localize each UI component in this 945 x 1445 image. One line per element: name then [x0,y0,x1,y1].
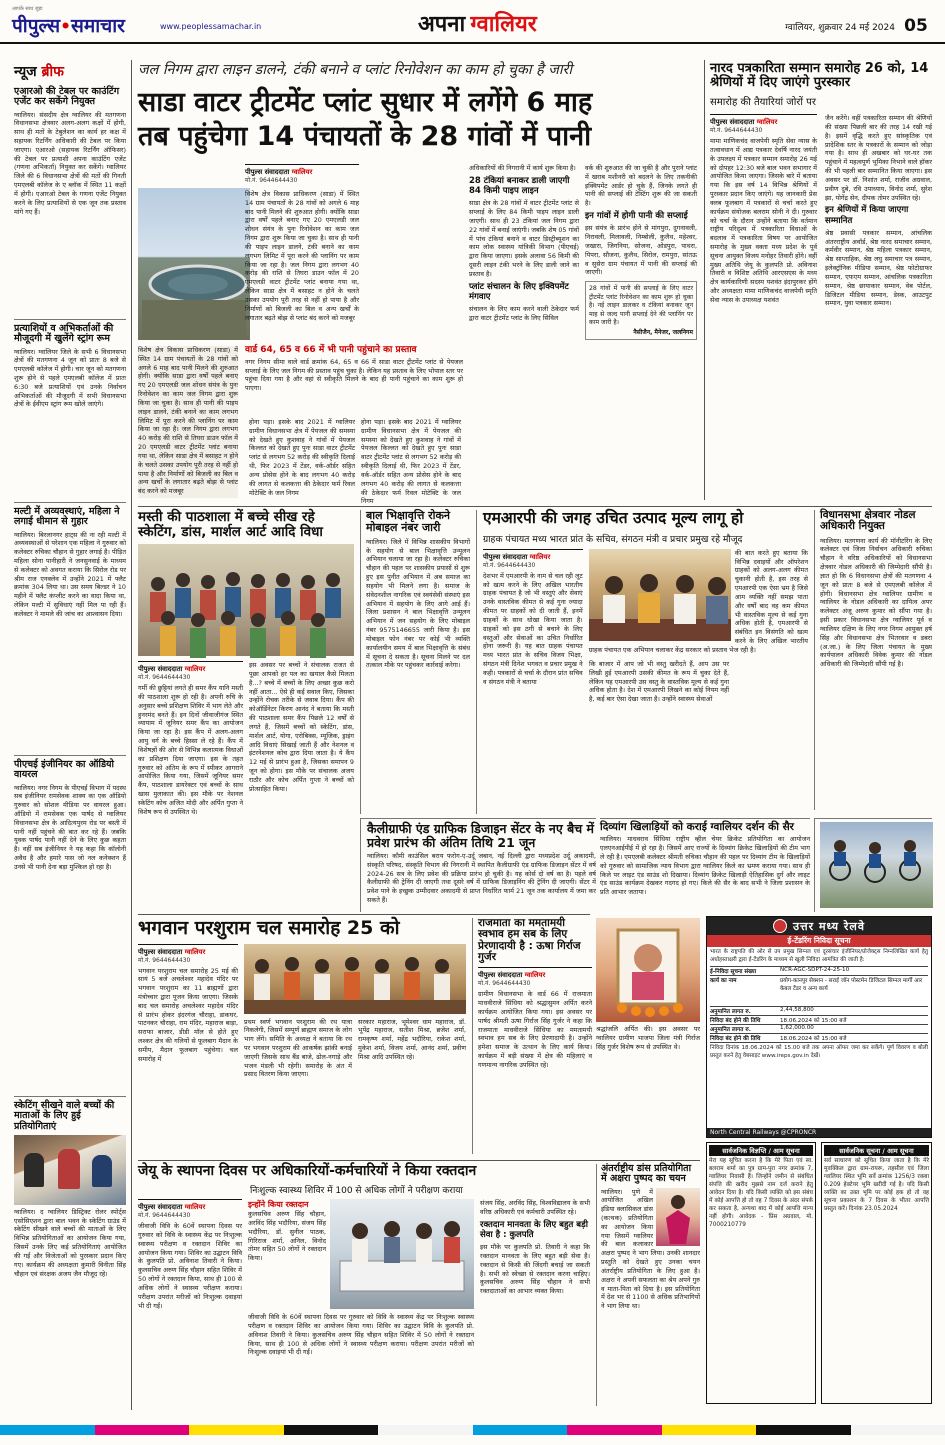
masti-col2: इस अवसर पर बच्चों ने संचालक राजत से पूछा आपको हर पल का खयाल कैसे मिलता है...? बच्चे में बच्चों के लिए अच्छा कुछ करो नहीं आता... ऐसे ही कई सवाल किए, जिसका उन्होंने रोचक तरीके से जवाब दिया। कैंप की कोऑर्डिनेटर किरण आनंद ने बताया कि मस्ती की पाठशाला समर कैंप पिछले 12 वर्षों से लगते हैं, जिसमें बच्चों को स्केटिंग, डांस, मार्शल आर्ट, योगा, एरोबिक्स, म्यूजिक, ड्राइंग आदि विधाएं सिखाई जाती हैं और नेशनल व इंटरनेशनल कोच द्वारा दिया जाता है। ये कैंप 12 मई से प्रारंभ हुआ है, जिसका समापन 9 जून को होगा। इस मौके पर संचालक अजय राठौर और कोच अर्पित गुप्ता ने बच्चों को प्रोत्साहित किया। [249,661,354,793]
narad-body: मामा माणिकचंद वाजपेयी स्मृति सेवा न्यास के तत्वावधान में आद्य पत्रकार देवर्षि नारद जयंती के उपलक्ष्य में पत्रकार सम्मान समारोह 26 मई को दोपहर 12:30 बजे बाल भवन सभागार में आयोजित किया जाएगा। जिसके बारे में बताया गया कि इस वर्ष 14 विभिन्न श्रेणियों में पुरस्कार प्रदान किए जाएंगे। यह जानकारी प्रेस क्लब फूलबाग में पत्रकारों से चर्चा करते हुए कार्यक्रम संयोजक बलराम सोनी ने दी। गुरुवार को चर्चा के दौरान उन्होंने बताया कि वर्तमान राष्ट्रीय परिदृश्य में पत्रकारिता विधाओं के बदलाव में पत्रकारिता विषय पर आयोजित समारोह के मुख्य वक्ता मध्य प्रदेश के पूर्व सूचना आयुक्त विजय मनोहर तिवारी होंगे। वहीं मुख्य अतिथि जेयू के कुलपति प्रो. अविनाश तिवारी व विशिष्ट अतिथि आरएसएस के मध्य क्षेत्र कार्यकारिणी सदस्य यशवंत इंदापुरकर होंगे और अध्यक्षता मामा माणिकचंद वाजपेयी स्मृति सेवा न्यास के उपाध्यक्ष यशवंत [710,137,817,304]
calligraphy-story [360,818,596,912]
byline-phone: मो.नं. 9644644430 [138,1212,191,1220]
masthead [0,0,945,44]
railway-row-key: कार्य का नाम [710,978,737,985]
lead-column-1b: विशेष क्षेत्र विकास प्राधिकरण (साडा) में स्थित 14 ग्राम पंचायतों के 28 गांवों को अगले 6 माह बाद पानी मिलने की शुरुआत होगी। क्योंकि साडा द्वारा वर्षों पहले बनाए गए 20 एमएलडी जल शोधन संयंत्र के पुनः रिनोवेशन का काम जल निगम द्वारा शुरू किया जा चुका है। साथ ही पानी की पाइप लाइन डालने, टंकी बनाने का काम लगभग लिमिट में पूरा करने की प्लानिंग पर काम किया जा रहा है। जल निगम द्वारा लगभग 40 करोड़ की राशि से तिघरा डाउन फॉल में 20 एमएलडी वाटर ट्रीटमेंट प्लांट बनाया गया था, लेकिन साडा क्षेत्र में बसाहट न होने के चलते उसका उपयोग पूरी तरह से नहीं हो पाया है और निर्माणों को बिजली का बिल व अन्य खर्चों के लगातार बढ़ते बोझ से प्लांट बंद करने को मजबूर [138,346,238,496]
jeu-story [138,1164,590,1406]
railway-row-value: 2,44,58,800 [780,1007,814,1014]
rajmata-body: ग्रामीण विधानसभा के वार्ड 66 में राजमाता माधवीराजे सिंधिया को श्रद्धासुमन अर्पित करने कार्यक्रम आयोजित किया गया। इस अवसर पर पार्षद श्रीमती ऊषा गिर्राज सिंह गुर्जर ने कहा कि राजमाता माधवीराजे सिंधिया का ममतामयी स्वभाव हम सब के लिए प्रेरणादायी है। उन्होंने हमेशा समाज के उत्थान के लिए कार्य किया। कार्यक्रम में बड़ी संख्या में क्षेत्र की महिलाएं व गणमान्य नागरिक उपस्थित रहे। [478,990,592,1069]
calligraphy-body: ग्वालियर। कौमी काउंसिल बराय फरोग-ए-उर्दू जबान, नई दिल्ली द्वारा मध्यप्रदेश उर्दू अकादमी, संस्कृति परिषद, संस्कृति विभाग की निगरानी में स्थापित कैलीग्राफी एंड ग्राफिक डिजाइन सेंटर में वर्ष 2024-26 सत्र के लिए प्रवेश की प्रक्रिया प्रारंभ हो चुकी है। यह कोर्स दो वर्ष का है। पहले वर्ष कैलीग्राफी की ट्रेनिंग दी जाएगी तथा दूसरे वर्ष में ग्राफिक डिजाइनिंग की ट्रेनिंग दी जाएगी। सेंटर में प्रवेश पाने के इच्छुक उम्मीदवार अकादमी से प्राप्त निर्धारित फार्म 21 जून तक कार्यालय में जमा कर सकते हैं। [367,852,596,905]
lead-column-3 [469,164,579,500]
brief-item [14,87,126,319]
byline-place: ग्वालियर [184,947,206,956]
brief-title: एआरओ की टेबल पर काउंटिंग एजेंट कर सकेंगे नियुक्त [14,86,120,108]
jeu-donors: कुलसचिव अरुण सिंह चौहान, अरविंद सिंह भदौरिया, संजय सिंह भदौरिया, डॉ. सुनील पाठक, गिरिराज शर्मा, अनिल, विनोद तोमर सहित 50 लोगों ने रक्तदान किया। [248,1210,326,1263]
narad-headline: नारद पत्रकारिता सम्मान समारोह 26 को, 14 श्रेणियों में दिए जाएंगे पुरस्कार [710,61,929,91]
brief-title: प्रत्याशियों व अभिकर्ताओं की मौजूदगी में खुलेंगे स्ट्रांग रूम [14,323,114,345]
byline-phone: मो.नं. 9644644430 [710,127,763,135]
byline [245,164,359,184]
lead-intro: विशेष क्षेत्र विकास प्राधिकरण (साडा) में स्थित 14 ग्राम पंचायतों के 28 गांवों को अगले 6 माह बाद पानी मिलने की शुरुआत होगी। क्योंकि साडा द्वारा वर्षों पहले बनाए गए 20 एमएलडी जल शोधन संयंत्र के पुनः रिनोवेशन का काम जल निगम द्वारा शुरू किया जा चुका है। साथ ही पानी की पाइप लाइन डालने, टंकी बनाने का काम लगभग लिमिट में पूरा करने की प्लानिंग पर काम किया जा रहा है। जल निगम द्वारा लगभग 40 करोड़ की राशि से तिघरा डाउन फॉल में 20 एमएलडी वाटर ट्रीटमेंट प्लांट बनाया गया था, लेकिन साडा क्षेत्र में बसाहट न होने के चलते उसका उपयोग पूरी तरह से नहीं हो पाया है और निर्माणों को बिजली का बिल व अन्य खर्चों के लगातार बढ़ते बोझ से प्लांट बंद करने को मजबूर [245,190,359,322]
narad-col2b: श्रेष्ठ प्रवासी पत्रकार सम्मान, आंचलिक अंतरराष्ट्रीय अवॉर्ड, श्रेष्ठ नारद समाचार सम्मान, कर्मवीर सम्मान, श्रेष्ठ महिला पत्रकार सम्मान, श्रेष्ठ साप्ताहिक, श्रेष्ठ लघु समाचार पत्र सम्मान, इलेक्ट्रॉनिक मीडिया सम्मान, श्रेष्ठ फोटोग्राफर सम्मान, एफएम सम्मान, आंचलिक पत्रकारिता सम्मान, श्रेष्ठ छायाकार सम्मान, वेब पोर्टल, डिजिटल मीडिया सम्मान, डेस्क, आउटपुट सम्मान, युवा पत्रकार सम्मान। [825,228,932,308]
lead-headline-line-2: तब पहुंचेगा 14 पंचायतों के 28 गांवों में पानी [138,121,592,152]
jeu-subhead: निःशुल्क स्वास्थ्य शिविर में 100 से अधिक लोगों ने परीक्षण कराया [250,1186,463,1197]
byline-phone: मो.नं. 9644644430 [478,980,531,988]
skating-photo [14,1135,126,1205]
notice-right-body: सर्व साधारण को सूचित किया जाता है कि मेरे मुवक्किल द्वारा ग्राम-रायरू, तहसील एवं जिला ग्वालियर स्थित भूमि सर्वे क्रमांक 1256/3 रकबा 0.209 हेक्टेयर भूमि खरीदी गई है। यदि किसी व्यक्ति का उक्त भूमि पर कोई हक हो तो वह सूचना प्रकाशन के 7 दिवस के भीतर आपत्ति प्रस्तुत करें। दिनांक 23.05.2024 [824,1158,929,1212]
byline-place: ग्वालियर [184,665,206,674]
jeu-donor-list-cont: जीवाजी विवि के 60वें स्थापना दिवस पर गुरुवार को विवि के स्वास्थ्य केंद्र पर निःशुल्क स्वास्थ्य परीक्षण व रक्तदान शिविर का आयोजन किया गया। शिविर का उद्घाटन विवि के कुलपति प्रो. अविनाश तिवारी ने किया। कुलसचिव अरुण सिंह चौहान सहित शिविर में 50 लोगों ने रक्तदान किया, साथ ही 100 से अधिक लोगों ने स्वास्थ्य परीक्षण कराया। परीक्षण उपरांत मरीजों को निःशुल्क दवाइयां भी दी गईं। [248,1313,474,1357]
brief-item [14,319,126,502]
appoint-headline: विधानसभा क्षेत्रवार नोडल अधिकारी नियुक्त [820,509,916,533]
byline-phone: मो.नं. 9644644430 [483,561,536,569]
byline-reporter: पीपुल्स संवाददाता [138,1203,183,1212]
lead-subhead-equipment: प्लांट संचालन के लिए इक्विपमेंट मंगवाए [469,281,569,302]
rajmata-tribute [596,918,700,1154]
byline-place: ग्वालियर [524,971,546,980]
lead-column-4 [585,164,697,500]
tribute-illustration [596,918,700,1022]
lead-kicker: जल निगम द्वारा लाइन डालने, टंकी बनाने व प्लांट रिनोवेशन का काम हो चुका है जारी [138,62,573,78]
mrp-press-photo [589,549,731,641]
jeu-headline: जेयू के स्थापना दिवस पर अधिकारियों-कर्मचारियों ने किया रक्तदान [138,1163,477,1179]
byline-reporter: पीपुल्स संवाददाता [138,947,183,956]
dance-headline: अंतर्राष्ट्रीय डांस प्रतियोगिता में अक्षरा पुष्पद का चयन [601,1163,692,1185]
byline-place: ग्वालियर [291,168,313,176]
railway-table [707,966,931,1043]
lead-subhead-pipeline: 28 टंकियां बनाकर डाली जाएगी 84 किमी पाइप लाइन [469,175,570,197]
rajmata-photo-caption: श्रद्धांजलि अर्पित की। इस अवसर पर ग्वालियर ग्रामीण भाजपा जिला मंत्री गिर्राज सिंह गुर्जर विशेष रूप से उपस्थित थे। [596,1025,700,1051]
byline-phone: मो.नं. 9644644430 [245,177,298,184]
parshuram-body: भगवान परशुराम चल समारोह 25 मई की सायं 5 बजे अचलेश्वर महादेव मंदिर पर भगवान परशुराम का 11 ब्राह्मणों द्वारा मंत्रोच्चार द्वारा पूजन किया जाएगा। जिसके बाद चल समारोह अचलेश्वर महादेव मंदिर से प्रारंभ होकर इंदरगंज चौराहा, डाकघर, पाटनकर चौराहा, राम मंदिर, महाराज बाड़ा, सराफा बाजार, डीडी मॉल से होते हुए लश्कर क्षेत्र की गलियों से फूलबाग मैदान के समीप, मैदान फूलबाग पहुंचेगा। चल समारोह में [138,966,238,1063]
news-brief-column [14,62,126,1407]
meeting-illustration [244,944,466,1014]
railway-row-value: NCR-AGC-SDPT-24-25-10 [780,967,850,974]
railway-row-key: निविदा बंद होने की तिथि [710,1036,761,1043]
narad-col2: जैन करेंगे। वहीं पत्रकारिता सम्मान की श्रेणियों की संख्या पिछली बार की तरह 14 रखी गई है। इसमें वृद्धि करते हुए सांस्कृतिक एवं प्रादेशिक स्तर के पत्रकारों के सम्मान को जोड़ा गया है। साथ ही अखबार को घर-घर तक पहुंचाने में महत्वपूर्ण भूमिका निभाने वाले हॉकर की भी पहली बार सम्मानित किया जाएगा। इस अवसर पर डॉ. निशांत शर्मा, राजीव अग्रवाल, प्रवीण दुबे, रवि उपाध्याय, विनोद शर्मा, सुरेश झा, योगेंद्र सेन, दीपक तोमर उपस्थित रहे। [825,114,932,202]
appoint-body: ग्वालियर। मतगणना कार्य की मॉनीटरिंग के लिए कलेक्टर एवं जिला निर्वाचन अधिकारी रुचिका चौहान ने वरिष्ठ अधिकारियों को विधानसभा क्षेत्रवार नोडल अधिकारी की जिम्मेदारी सौंपी है। ज्ञात हो कि 6 विधानसभा क्षेत्रों की मतगणना 4 जून को प्रातः 8 बजे से एमएलबी कॉलेज में होगी। विधानसभा क्षेत्र ग्वालियर ग्रामीण व ग्वालियर के नोडल अधिकारी का दायित्व अपर कलेक्टर अंजू अरुण कुमार को सौंपा गया है। इसी प्रकार विधानसभा क्षेत्र ग्वालियर पूर्व व ग्वालियर दक्षिण के लिए नगर निगम आयुक्त हर्ष सिंह और विधानसभा क्षेत्र भितरवार व डबरा (अ.जा.) के लिए जिला पंचायत के मुख्य कार्यपालन अधिकारी विवेक कुमार की नोडल अधिकारी की जिम्मेदारी सौंपी गई है। [820,536,932,669]
byline [478,967,592,987]
mrp-headline: एमआरपी की जगह उचित उत्पाद मूल्य लागू हो [483,509,744,527]
rajmata-headline: राजमाता का ममतामयी स्वभाव हम सब के लिए प्रेरणादायी है : ऊषा गिर्राज गुर्जर [478,917,581,963]
dancer-illustration [656,1188,700,1246]
lead-photo-caption-label: वार्ड 64, 65 व 66 में भी पानी पहुंचाने का प्रस्ताव [245,345,417,355]
jeu-col3b: इस मौके पर कुलपति प्रो. तिवारी ने कहा कि रक्तदान मानवता के लिए बहुत बड़ी सेवा है। रक्तदान से किसी की जिंदगी बचाई जा सकती है। सभी को स्वेच्छा से रक्तदान करना चाहिए। कुलसचिव अरुण सिंह चौहान ने सभी रक्तदाताओं का आभार व्यक्त किया। [480,1243,590,1296]
railway-row-value: 18.06.2024 को 15:00 बजे [780,1036,847,1043]
lead-quote-text: 28 गांवों में पानी की सप्लाई के लिए वाटर ट्रीटमेंट प्लांट रिनोवेशन का काम शुरू हो चुका है। नई लाइन डालकर व टंकियां बनाकर जून माह से जल्द पानी सप्लाई देने की प्लानिंग पर काम जारी है। [589,285,693,327]
lead-col4b-text: इस संयंत्र के प्रारंभ होने से मांगपुरा, दुगनावली, निरावली, मिलावली, निम्बोली, कुलैथ, महेश्वर, जखारा, जिगनिया, सोजना, ओडपुरा, पाथरा, पिपरा, सौजना, कुलैथ, सिरोल, रामपुरा, सांतऊ व सुसेरा ग्राम पंचायत में पानी की सप्लाई की जाएगी। [585,224,697,277]
brief-title: मल्टी में अव्यवस्थाएं, महिला ने लगाई धीमान से गुहार [14,506,120,528]
masti-story [138,510,354,912]
byline [483,549,583,569]
byline-place: ग्वालियर [756,118,778,127]
press-conference-illustration [589,549,731,641]
narad-subhead: समारोह की तैयारियां जोरों पर [710,97,816,109]
parshuram-story [138,918,466,1154]
page-number: 05 [904,16,928,36]
lead-quote-by: नैसीजैन, मैनेजर, जलनिगम [633,329,693,337]
appoint-story [814,510,932,810]
parshuram-col3: सरकार महाराज, भूमेश्वर धाम महाराज, डॉ. भूपेंद्र महाराज, सतीश मिश्रा, ब्रजेश शर्मा, रामकृष्ण शर्मा, महेंद्र भदौरिया, राकेश शर्मा, मुकेश शर्मा, विजय शर्मा, आनंद शर्मा, प्रवीण मिश्रा आदि उपस्थित रहे। [358,1017,466,1061]
news-brief-label [14,62,126,81]
narad-subhead-categories: इन श्रेणियों में किया जाएगा सम्मानित [825,205,909,226]
railway-logo-icon [773,919,787,933]
railway-title: उत्तर मध्य रेलवे [793,919,865,933]
summer-camp-illustration [138,544,354,656]
masti-body: गर्मी की छुट्टियां लगते ही समर कैंप यानि मस्ती की पाठशाला शुरू हो रही है। अपनी रुचि के अनुसार बच्चे प्रशिक्षण शिविर में भाग लेते और हुनरमंद बनते हैं। इन दिनों जीवाजीगंज स्थित व्यायाम में जूनियर समर कैंप का आयोजन किया जा रहा है। इस कैंप में अलग-अलग आयु वर्ग के बच्चे हिस्सा ले रहे हैं। कैंप में विशेषज्ञों की ओर से विभिन्न कलात्मक विधाओं का प्रशिक्षण दिया जाएगा। इस के तहत गुरुवार को अंतिम के रूप में स्पीकर आगराने आयोजित किया गया, जिसमें जूनियर समर कैंप, पाठशाला डायरेक्टर एवं बच्चों के साथ खास मुलाकात की। इस मौके पर नेशनल स्केटिंग कोच अजित मोदी और अर्पित गुप्ता ने विशेष रूप से उपस्थित थे। [138,684,243,816]
notice-left-title: सार्वजनिक विज्ञप्ति / आम सूचना [709,1145,813,1156]
baal-body: ग्वालियर। जिले में विभिन्न शासकीय विभागों के सहयोग से बाल भिक्षावृत्ति उन्मूलन अभियान चलाया जा रहा है। कलेक्टर रुचिका चौहान की पहल पर शासकीय प्रयासों से शुरू हुए इस पुनीत अभियान में अब समाज का सहयोग भी मिलने लगा है। समाज के संवेदनशील नागरिक एवं स्वयंसेवी संस्थाएं इस अभियान में सहयोग के लिए आगे आई हैं। जिला प्रशासन ने बाल भिक्षावृत्ति उन्मूलन अभियान में जन सहयोग के लिए मोबाइल नंबर 9575146655 जारी किया है। इस मोबाइल फोन नंबर पर कोई भी व्यक्ति कार्यालयीन समय में बाल भिक्षावृत्ति के संबंध में सूचना दे सकता है। सूचना मिलने पर दल तत्काल मौके पर पहुंचकर कार्रवाई करेगा। [366,537,470,670]
notice-right-title: सार्वजनिक सूचना / आम सूचना [824,1145,929,1156]
parshuram-meeting-photo [244,944,466,1014]
plant-illustration [138,188,250,340]
railway-handle: North Central Railways @CPRONCR [707,1128,931,1137]
lead-col3b-text: साडा क्षेत्र के 28 गांवों में वाटर ट्रीटमेंट प्लांट से सप्लाई के लिए 84 किमी पाइप लाइन डाली जाएगी। साथ ही 23 टंकियां जल निगम द्वारा 22 गांवों में बनाई जाएंगी। जबकि शेष 05 गांवों में पांच टंकियां बनाने व वाटर डिस्ट्रीब्यूशन का काम लोक स्वास्थ्य यांत्रिकी विभाग (पीएचई) द्वारा किया जाएगा। इसके अलावा 56 किमी की दूसरी लाइन टंकी भरने के लिए डाली जाने का प्रस्ताव है। [469,199,579,278]
byline-phone: मो.नं. 9644644430 [138,674,191,682]
railway-row-key: अनुमानित लागत रु. [710,1009,751,1016]
railway-row-value: 18.06.2024 को 15:00 बजे [780,1018,847,1025]
byline-phone: मो.नं. 9644644430 [138,956,191,964]
brief-body: ग्वालियर। संसदीय क्षेत्र ग्वालियर की मतगणना विधानसभा क्षेत्रवार अलग-अलग कक्षों में होगी, साथ ही मतों के टेबुलेशन का कार्य हर कक्ष में सहायक रिटर्निंग अधिकारी की टेबल पर किया जाएगा। एआरओ (सहायक रिटर्निंग ऑफिसर) की टेबल पर प्रत्याशी अपना काउंटिंग एजेंट (गणना अभिकर्ता) नियुक्त कर सकेंगे। ग्वालियर जिले की 6 विधानसभा क्षेत्रों की मतों की गिनती एमएलबी कॉलेज के ए ब्लॉक में स्थित 11 कक्षों में होगी। एआरओ टेबल के गणना एजेंट नियुक्त करने के लिए प्रत्याशियों से एक जून तक प्रस्ताव मांगे गए हैं। [14,110,126,216]
lead-column-3a [361,418,461,506]
byline [710,114,817,134]
mrp-body: देशभर में एमआरपी के नाम से चल रही लूट को खत्म करने के लिए अखिल भारतीय ग्राहक पंचायत है जो भी वस्तुएं और सेवाएं उनके वास्तविक कीमत से कई गुना ज्यादा कीमत पर ग्राहकों को दी जाती हैं, इनमें ग्राहकों के साथ धोखा किया जाता है। ग्राहकों को इस ठगी से बचाने के लिए वस्तुओं और सेवाओं का उचित निर्धारित होना जरूरी है। यह बात ग्राहक पंचायत मध्य भारत प्रांत के सचिव विजय भिक्षा, संगठन मंत्री दिनेश भगवत व प्रचार प्रमुख ने कही। पत्रकारों से चर्चा के दौरान प्रांत सचिव व संगठन मंत्री ने बताया [483,571,583,686]
byline-reporter: पीपुल्स संवाददाता [138,665,183,674]
public-notice-left [706,1142,816,1404]
rajmata-story [472,918,592,1154]
brief-title: पीएचई इंजीनियर का ऑडियो वायरल [14,759,115,781]
news-brief-label-a: न्यूज [14,64,42,80]
brief-item [14,502,126,755]
railway-row-value: 1,62,000.00 [780,1025,814,1032]
wheelchair-cricket-illustration [820,822,933,908]
byline-place: ग्वालियर [184,1203,206,1212]
notice-left-body: मेरा यह सूचित करना है कि मेरे पिता एवं स्व. बलराम शर्मा का पुत्र ग्राम-पुरा नगर क्रमांक 7, ग्वालियर निवासी हैं। जिन्होंने जमीन से संबंधित संपत्ति की खरीद मुझसे नाम दर्ज कराने हेतु आवेदन दिया है। यदि किसी व्यक्ति को इस संबंध में कोई आपत्ति हो तो वह 7 दिवस के अंदर संपर्क कर सकता है, अन्यथा बाद में कोई आपत्ति मान्य नहीं होगी। आवेदक - प्रिंस अग्रवाल, मो. 7000210779 [709,1158,813,1228]
railway-row-value: प्रयोग-कानपुर सेक्शन - सराई जॉन पोस्टमेन डिजिटल सिग्नल मार्गी आर केबल टेंडर व अन्य कार्य [780,978,923,993]
mrp-story [476,510,808,814]
wheelchair-cricket-photo [820,822,933,908]
lead-photo-caption-text: नगर निगम सीमा वाले वार्ड क्रमांक 64, 65 व 66 में साडा वाटर ट्रीटमेंट प्लांट से पेयजल सप्लाई के लिए जल निगम की प्रस्ताव पहुंच चुका है। लेकिन यह प्रस्ताव के लिए भोपाल स्तर पर पहुंचा दिया गया है और वहां से स्वीकृति मिलने के बाद ही पानी पहुंचाने का काम शुरू हो पाएगा। [245,357,463,393]
divyang-body: ग्वालियर। माधवराव सिंधिया राष्ट्रीय व्हील चेयर क्रिकेट प्रतियोगिता का आयोजन एलएनआईपीई में हो रहा है। जिसमें आए राज्यों के दिव्यांग क्रिकेट खिलाड़ियों की टीम भाग ले रही है। एमएलबी कलेक्टर श्रीमती रुचिका चौहान की पहल पर दिव्यांग टीम के खिलाड़ियों को गुरुवार को सामाजिक न्याय विभाग द्वारा ग्वालियर किले का भ्रमण कराया गया। साथ ही किले पर लाइट एंड साउंड शो दिखाया। दिव्यांग क्रिकेट खिलाड़ी ऐतिहासिक दुर्ग और लाइट एंड साउंड कार्यक्रम देखकर गदगद हो गए। किले की सैर के बाद सभी ने जिला प्रशासन के प्रति आभार जताया। [600,835,810,897]
railway-footer: निविदा दिनांक 18.06.2024 को 15.00 बजे तक अपना ऑफर जमा कर सकेंगे। पूर्ण विवरण व बोली प्रस्तुत करने हेतु वेबसाइट www.ireps.gov.in देखें। [710,1045,928,1060]
brief-item [14,755,126,1096]
jeu-col3: संजय सिंह, अरविंद सिंह, विश्वविद्यालय के सभी वरिष्ठ अधिकारी एवं कर्मचारी उपस्थित रहे। [480,1199,590,1216]
byline-reporter: पीपुल्स संवाददाता [245,168,290,176]
baal-story [360,510,470,814]
byline [138,944,238,964]
lead-col3c-text: संचालन के लिए काम करने वाली ठेकेदार फर्म द्वारा वाटर ट्रीटमेंट प्लांट के लिए सिविल [469,305,579,322]
news-brief-label-b: ब्रीफ [41,64,64,80]
masti-headline: मस्ती की पाठशाला में बच्चे सीख रहे स्केटिंग, डांस, मार्शल आर्ट आदि विधा [138,509,323,540]
byline [138,1199,242,1219]
railway-row-key: अनुमानित लागत रु. [710,1027,751,1034]
byline-place: ग्वालियर [529,552,551,561]
railway-row-key: ई-निविदा सूचना संख्या [710,969,757,976]
byline-reporter: पीपुल्स संवाददाता [478,971,523,980]
blood-donation-photo [330,1199,474,1309]
railway-tender [706,916,932,1138]
railway-notice-intro: भारत के राष्ट्रपति की ओर से उप प्रमुख सिग्नल एवं दूरसंचार इंजीनियर/प्रोजेक्ट्स निम्नलिखित कार्य हेतु अधोहस्ताक्षरी द्वारा ई-टेंडरिंग के माध्यम से खुली निविदा आमंत्रित की जाती है: [710,949,928,963]
parshuram-headline: भगवान परशुराम चल समारोह 25 को [138,917,400,939]
byline [138,661,243,681]
lead-col4-text: वर्क की शुरुआत की जा चुकी है और पुराने प्लांट में खराब मशीनरी को बदलने के लिए तकनीकी इक्विपमेंट आर्डर हो चुके हैं, जिनके लगते ही पानी की सप्लाई की टेस्टिंग शुरू की जा सकती है। [585,164,697,208]
logo-text-right: समाचार [71,15,125,37]
blood-donation-illustration [330,1199,474,1309]
logo-text-left: पीपुल्स [12,15,61,37]
divyang-article-block [600,818,810,910]
summer-camp-photo [138,544,354,656]
jeu-body: जीवाजी विवि के 60वें स्थापना दिवस पर गुरुवार को विवि के स्वास्थ्य केंद्र पर निःशुल्क स्वास्थ्य परीक्षण व रक्तदान शिविर का आयोजन किया गया। शिविर का उद्घाटन विवि के कुलपति प्रो. अविनाश तिवारी ने किया। कुलसचिव अरुण सिंह चौहान सहित शिविर में 50 लोगों ने रक्तदान किया, साथ ही 100 से अधिक लोगों ने स्वास्थ्य परीक्षण कराया। परीक्षण उपरांत मरीजों को निःशुल्क दवाइयां भी दी गईं। [138,1222,242,1310]
logo-tagline: आपके साथ जुड़ा [12,6,43,12]
section-title-prefix: अपना [418,12,466,37]
divyang-story [814,818,932,912]
divyang-headline: दिव्यांग खिलाड़ियों को कराई ग्वालियर दर्शन की सैर [600,821,794,833]
skating-caption: ग्वालियर। द ग्वालियर डिस्ट्रिक्ट रोलर स्पोर्ट्स एसोसिएशन द्वारा बाल भवन के स्केटिंग ग्राउंड में स्केटिंग सीखने वाले बच्चों की माताओं के लिए विभिन्न प्रतियोगिताओं का आयोजन किया गया, जिसमें उनके लिए कई प्रतियोगिताएं आयोजित की गईं और विजेताओं को पुरस्कार प्रदान किए गए। कार्यक्रम की अध्यक्षता कुमारी विनीता सिंह चौहान एवं संरक्षक अजय जैन मौजूद रहे। [14,1207,126,1278]
calligraphy-headline: कैलीग्राफी एंड ग्राफिक डिजाइन सेंटर के नए बैच में प्रवेश प्रारंभ की अंतिम तिथि 21 जून [367,821,595,850]
dance-body: ग्वालियर। पुणे में आयोजित अखिल इंडिया क्लासिकल डांस (कत्थक) प्रतियोगिता का आयोजन किया गया जिसमें ग्वालियर की बाल कलाकार अक्षरा पुष्पद ने भाग लिया। उनकी शानदार प्रस्तुति को देखते हुए उनका चयन अंतर्राष्ट्रीय प्रतियोगिता के लिए हुआ है। अक्षरा ने अपनी सफलता का श्रेय अपने गुरु व माता-पिता को दिया है। इस प्रतियोगिता में देश भर से 1100 से अधिक प्रतिभागियों ने भाग लिया था। [601,1187,700,1311]
brief-body: ग्वालियर। बिरलानगर हाट्स की ना रही मल्टी में अव्यवस्थाओं से परेशान एक महिला ने गुरुवार को कलेक्टर रुचिका चौहान से गुहार लगाई है। पीड़ित महिला सोना पानीहारी ने जनसुनवाई के माध्यम से कलेक्टर को अवगत कराया कि सिरोल रोड पर श्रीम राज एनक्लेव में उन्होंने 2021 में फ्लैट क्रमांक 304 लिया था। उस समय बिल्डर ने 10 महीने में फ्लैट कंप्लीट करने का वादा किया था, लेकिन मल्टी में सुविधाएं नहीं मिल पा रही हैं। कलेक्टर ने मामले की जांच का आश्वासन दिया। [14,530,126,618]
dateline: ग्वालियर, शुक्रवार 24 मई 2024 [785,23,895,33]
lead-col3-text: अधिकारियों की निगरानी में कार्य शुरू किया है। [469,164,576,172]
lead-column-3a-text: होना पड़ा। इसके बाद 2021 में ग्वालियर ग्रामीण विधानसभा क्षेत्र में पेयजल की समस्या को देखते हुए कुशवाह ने गांवों में पेयजल किल्लत को देखते हुए पुनः साडा वाटर ट्रीटमेंट प्लांट से लगभग 52 करोड़ की स्वीकृति दिलाई थी, फिर 2023 में टेंडर, वर्क-ऑर्डर सहित अन्य प्रोसेस होने के बाद लगभग 40 करोड़ की लागत से कलकत्ता की ठेकेदार फर्म रिवल मोटेक्टि के जल निगम [361,418,461,506]
jeu-subhead-vc: रक्तदान मानवता के लिए बहुत बड़ी सेवा है : कुलपति [480,1219,588,1240]
lead-column-2: होना पड़ा। इसके बाद 2021 में ग्वालियर ग्रामीण विधानसभा क्षेत्र में पेयजल की समस्या को देखते हुए कुशवाह ने गांवों में पेयजल किल्लत को देखते हुए पुनः साडा वाटर ट्रीटमेंट प्लांट से लगभग 52 करोड़ की स्वीकृति दिलाई थी, फिर 2023 में टेंडर, वर्क-ऑर्डर सहित अन्य प्रोसेस होने के बाद लगभग 40 करोड़ की लागत से कलकत्ता की ठेकेदार फर्म रिवल मोटेक्टि के जल निगम [249,418,355,497]
byline-reporter: पीपुल्स संवाददाता [483,552,528,561]
section-title-city: ग्वालियर [470,12,537,37]
logo-separator: • [60,17,72,37]
website-url: www.peoplessamachar.in [160,22,262,31]
brief-body: ग्वालियर। ग्वालियर जिले के सभी 6 विधानसभा क्षेत्रों की मतगणना 4 जून को प्रातः 8 बजे से एमएलबी कॉलेज में होगी। चार जून को मतगणना शुरू होने से पहले एमएलबी कॉलेज में प्रातः 6:30 बजे प्रत्याशियों एवं उनके निर्वाचन अभिकर्ताओं की मौजूदगी में सभी विधानसभा क्षेत्रों के ईवीएम स्ट्रांग रूम खोले जाएंगे। [14,347,126,409]
lead-quote-box [585,281,697,340]
baal-headline: बाल भिक्षावृत्ति रोकने मोबाइल नंबर जारी [366,509,451,534]
railway-notice-title: ई-टेंडरिंग निविदा सूचना [707,935,931,947]
registration-bar [0,1425,945,1435]
newspaper-logo [12,6,152,40]
mrp-subhead: ग्राहक पंचायत मध्य भारत प्रांत के सचिव, संगठन मंत्री व प्रचार प्रमुख रहे मौजूद [483,533,743,545]
mrp-col2: कि बाजार में आप जो भी वस्तु खरीदते हैं, आप उस पर लिखी हुई एमआरपी उसकी कीमत के रूप में चुका देते हैं, लेकिन यह एमआरपी उस वस्तु के वास्तविक मूल्य से कई गुना अधिक होता है। देश में एमआरपी लिखने का कोई नियम नहीं है, कई बार ऐसा देखा जाता है। उन्होंने स्वास्थ्य सेवाओं [589,660,729,704]
public-notice-right [821,1142,932,1404]
jeu-donors-title: इन्होंने किया रक्तदान [248,1200,309,1210]
lead-headline-line-1: साडा वाटर ट्रीटमेंट प्लांट सुधार में लगेंगे 6 माह [138,87,593,118]
narad-story [710,62,932,502]
railway-banner [707,917,931,935]
railway-row-key: निविदा बंद होने की तिथि [710,1018,761,1025]
mrp-col3: की बात करते हुए बताया कि विभिन्न दवाइयों और ऑपरेशन ग्राहकों को अलग-अलग कीमत चुकानी होती है, इस तरह से एमआरपी एक ऐसा भ्रम है जिसे आम व्यक्ति नहीं समझ पाता और वर्षों बाद वह कम कीमत भी वास्तविक मूल्य से कई गुना अधिक होती है, एमआरपी से संबंधित इन विसंगति को खत्म करने के लिए अखिल भारतीय ग्राहक पंचायत एक अभियान चलाकर केंद्र सरकार को प्रस्ताव भेज रही है। [588,548,808,654]
lead-subhead-villages: इन गांवों में होगी पानी की सप्लाई [585,211,688,222]
section-title [418,8,598,40]
dancer-photo [656,1188,700,1246]
brief-body: ग्वालियर। नगर निगम के पीएचई विभाग में पदस्थ सब इंजीनियर रामसेवक शाक्य का एक ऑडियो गुरुवार को सोशल मीडिया पर वायरल हुआ। ऑडियो में रामसेवक एक पार्षद से ग्वालियर विधानसभा क्षेत्र के आदित्यपुरम रोड पर बस्ती में पानी नहीं पहुंचने की बात कर रहे हैं। जबकि युवक पार्षद पानी नहीं देने के लिए कुछ कहता है। वहीं सब इंजीनियर ने यह कहा कि कॉलोनी अवैध है और हमारे पास जो नल कनेक्शन हैं उनसे भी पानी देना बड़ा मुश्किल हो रहा है। [14,783,126,871]
water-treatment-plant-photo [138,188,250,340]
water-plant-wide-photo [138,346,238,498]
brief-item [14,1096,126,1434]
parshuram-col2: प्रथम स्वर्ण भगवान परशुराम की रथ यात्रा निकलेगी, जिसमें सम्पूर्ण ब्राह्मण समाज के लोग भाग लेंगे। समिति के अध्यक्ष ने बताया कि रथ पर भगवान परशुराम की आकर्षक झांकी बनाई जाएगी जिसके साथ बैंड बाजे, ढोल-नगाड़े और भजन मंडली भी रहेगी। समारोह के अंत में प्रसाद वितरण किया जाएगा। [244,1017,352,1079]
brief-title: स्केटिंग सीखने वाले बच्चों की माताओं के लिए हुई प्रतियोगिताएं [14,1100,115,1132]
dance-story [596,1164,700,1406]
byline-reporter: पीपुल्स संवाददाता [710,118,755,127]
rajmata-tribute-photo [596,918,700,1022]
